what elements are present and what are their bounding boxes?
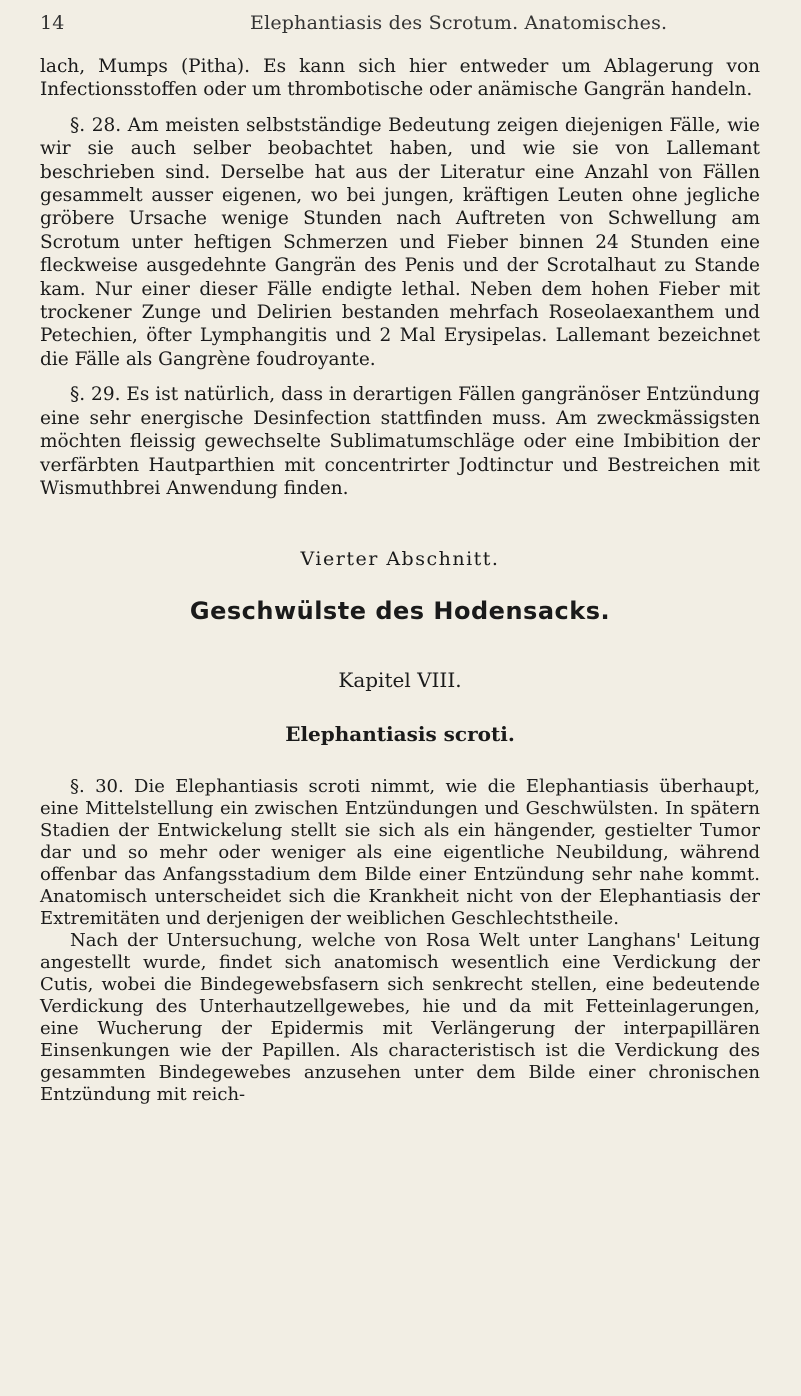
paragraph-anatomy: Nach der Untersuchung, welche von Rosa Welt unter Langhans' Leitung angestellt wurde, findet sich anatomisch wesentlich eine Verdickung der Cutis, wobei die Bindegewebsfasern sich senkrecht stellen, eine bedeutende Verdickung des Unterhautzellgewebes, hie und da mit Fetteinlagerungen, eine Wucherung der Epidermis mit Verlängerung der interpapillären Einsenkungen wie der Papillen. Als characteristisch ist die Verdickung des gesammten Bindegewebes anzusehen unter dem Bilde einer chronischen Entzündung mit reich- bbox=[40, 929, 760, 1105]
chapter-heading: Kapitel VIII. bbox=[338, 668, 462, 693]
sub-title: Elephantiasis scroti. bbox=[285, 721, 515, 746]
paragraph-section-30: §. 30. Die Elephantiasis scroti nimmt, wie die Elephantiasis überhaupt, eine Mittelstellung ein zwischen Entzündungen und Geschwülsten. In spätern Stadien der Entwickelung stellt sie sich als ein hängender, gestielter Tumor dar und so mehr oder weniger als eine eigentliche Neubildung, während offenbar das Anfangsstadium dem Bilde einer Entzündung sehr nahe kommt. Anatomisch unterscheidet sich die Krankheit nicht von der Elephantiasis der Extremitäten und derjenigen der weiblichen Geschlechtstheile. bbox=[40, 775, 760, 929]
page-body bbox=[40, 55, 760, 1106]
running-title: Elephantiasis des Scrotum. Anatomisches. bbox=[250, 12, 668, 34]
page-number: 14 bbox=[40, 12, 65, 34]
main-title: Geschwülste des Hodensacks. bbox=[189, 596, 611, 625]
section-heading: Vierter Abschnitt. bbox=[300, 548, 500, 571]
paragraph-section-28: §. 28. Am meisten selbstständige Bedeutung zeigen diejenigen Fälle, wie wir sie auch selber beobachtet haben, und wie sie von Lallemant beschrieben sind. Derselbe hat aus der Literatur eine Anzahl von Fällen gesammelt ausser eigenen, wo bei jungen, kräftigen Leuten ohne jegliche gröbere Ursache wenige Stunden nach Auftreten von Schwellung am Scrotum unter heftigen Schmerzen und Fieber binnen 24 Stunden eine fleckweise ausgedehnte Gangrän des Penis und der Scrotalhaut zu Stande kam. Nur einer dieser Fälle endigte lethal. Neben dem hohen Fieber mit trockener Zunge und Delirien bestanden mehrfach Roseolaexanthem und Petechien, öfter Lymphangitis und 2 Mal Erysipelas. Lallemant bezeichnet die Fälle als Gangrène foudroyante. bbox=[40, 114, 760, 370]
paragraph-continuation: lach, Mumps (Pitha). Es kann sich hier entweder um Ablagerung von Infectionsstoffen oder um thrombotische oder anämische Gangrän handeln. bbox=[40, 56, 760, 101]
lower-text bbox=[40, 776, 760, 1106]
paragraph-section-29: §. 29. Es ist natürlich, dass in derartigen Fällen gangränöser Entzündung eine sehr energische Desinfection stattfinden muss. Am zweckmässigsten möchten fleissig gewechselte Sublimatumschläge oder eine Imbibition der verfärbten Hautparthien mit concentrirter Jodtinctur und Bestreichen mit Wismuthbrei Anwendung finden. bbox=[40, 384, 760, 499]
